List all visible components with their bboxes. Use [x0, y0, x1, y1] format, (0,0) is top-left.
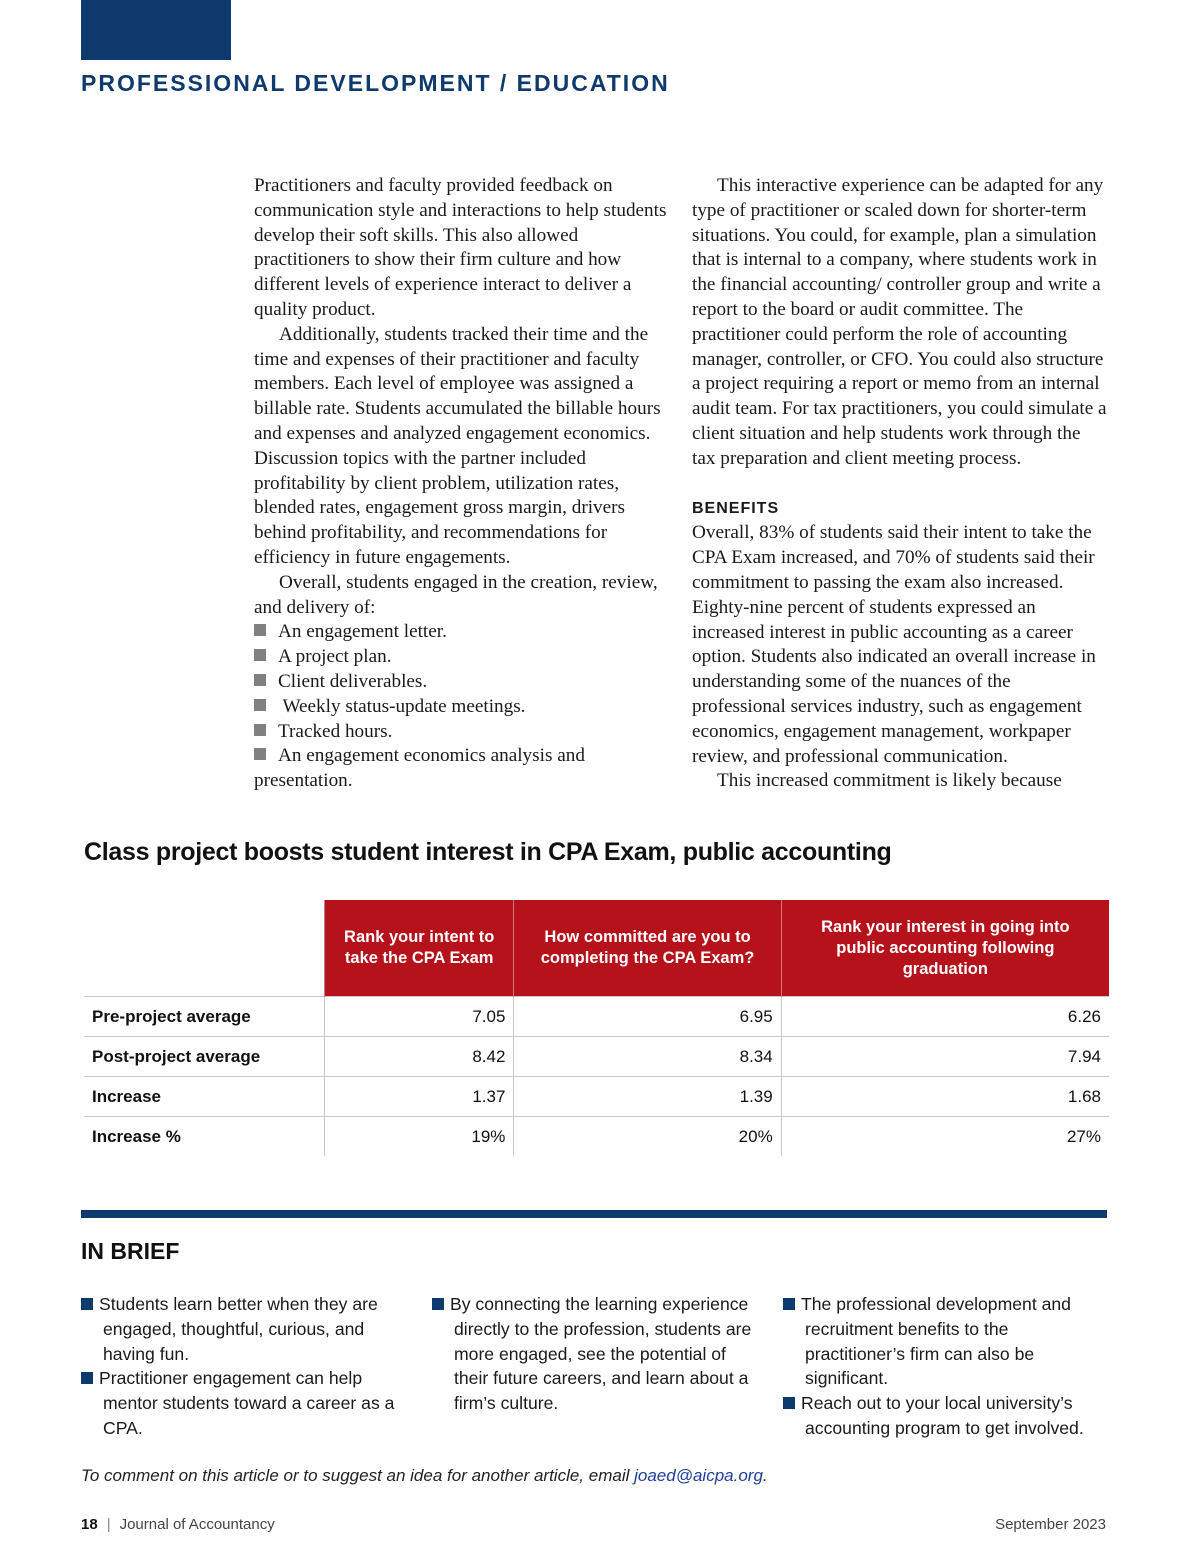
- bullet-square-icon: [81, 1372, 93, 1384]
- in-brief-title: IN BRIEF: [81, 1238, 180, 1264]
- table-cell: 6.95: [514, 997, 781, 1037]
- list-item: Client deliverables.: [254, 670, 670, 695]
- table-cell: 7.94: [781, 1037, 1109, 1077]
- footer-separator: |: [106, 1516, 111, 1533]
- table-corner-cell: [84, 900, 325, 997]
- paragraph: This increased commitment is likely because: [717, 770, 1062, 792]
- deliverables-list: [254, 620, 670, 794]
- bullet-square-icon: [254, 674, 266, 686]
- footer-left: [81, 1516, 275, 1533]
- in-brief-item: Practitioner engagement can help mentor students toward a career as a CPA.: [81, 1366, 411, 1440]
- table-cell: 6.26: [781, 997, 1109, 1037]
- row-label: Increase %: [92, 1126, 181, 1146]
- table-cell: 20%: [514, 1117, 781, 1157]
- paragraph: Additionally, students tracked their time and the time and expenses of their practitioner and faculty members. Each level of employee was assigned a billable rate. Students accumulated the billable hours and expenses and analyzed engagement economics. Discussion topics with the partner included profitability by client problem, utilization rates, blended rates, engagement gross margin, drivers behind profitability, and recommendations for efficiency in future engagements.: [254, 323, 661, 568]
- header-color-bar: [81, 0, 231, 60]
- in-brief-item: Students learn better when they are engaged, thoughtful, curious, and having fun.: [81, 1292, 411, 1366]
- table-cell: 27%: [781, 1117, 1109, 1157]
- row-label: Pre-project average: [84, 997, 325, 1037]
- table-cell: 1.68: [781, 1077, 1109, 1117]
- list-item: An engagement letter.: [254, 620, 670, 645]
- section-label: PROFESSIONAL DEVELOPMENT / EDUCATION: [81, 70, 670, 96]
- in-brief-column-3: [783, 1292, 1113, 1441]
- in-brief-item: By connecting the learning experience directly to the profession, students are more engaged, see the potential of their future careers, and learn about a firm’s culture.: [432, 1292, 762, 1416]
- table-cell: 7.05: [325, 997, 514, 1037]
- table-row: [84, 1077, 1109, 1117]
- table-cell: 1.39: [514, 1077, 781, 1117]
- table-row: [84, 1117, 1109, 1157]
- paragraph: Overall, 83% of students said their intent to take the CPA Exam increased, and 70% of students said their commitment to passing the exam also increased. Eighty-nine percent of students expressed an increased interest in public accounting as a career option. Students also indicated an overall increase in understanding some of the nuances of the professional services industry, such as engagement economics, engagement management, workpaper review, and professional communication.: [692, 522, 1096, 767]
- bullet-square-icon: [254, 699, 266, 711]
- in-brief-item: The professional development and recruitment benefits to the practitioner’s firm can also be significant.: [783, 1292, 1113, 1391]
- column-header-commitment: How committed are you to completing the CPA Exam?: [514, 900, 781, 997]
- bullet-square-icon: [783, 1298, 795, 1310]
- bullet-square-icon: [254, 748, 266, 760]
- list-item: Tracked hours.: [254, 720, 670, 745]
- bullet-square-icon: [81, 1298, 93, 1310]
- paragraph: Practitioners and faculty provided feedback on communication style and interactions to help students develop their soft skills. This also allowed practitioners to show their firm culture and how different levels of experience interact to deliver a quality product.: [254, 175, 667, 320]
- table-row: [84, 1037, 1109, 1077]
- row-label: Post-project average: [84, 1037, 325, 1077]
- bullet-square-icon: [432, 1298, 444, 1310]
- article-column-right: [692, 174, 1108, 794]
- table-header-row: [84, 900, 1109, 997]
- paragraph: Overall, students engaged in the creation, review, and delivery of:: [254, 571, 658, 618]
- list-item: An engagement economics analysis and presentation.: [254, 745, 585, 792]
- comment-note: To comment on this article or to suggest an idea for another article, email joaed@aicpa.org.: [81, 1466, 768, 1485]
- table-row: [84, 997, 1109, 1037]
- table-title: Class project boosts student interest in CPA Exam, public accounting: [84, 838, 892, 866]
- list-item: A project plan.: [254, 645, 670, 670]
- email-link[interactable]: joaed@aicpa.org: [634, 1466, 763, 1485]
- in-brief-item: Reach out to your local university’s accounting program to get involved.: [783, 1391, 1113, 1441]
- issue-date: September 2023: [995, 1516, 1106, 1533]
- benefits-heading: BENEFITS: [692, 499, 780, 517]
- in-brief-divider: [81, 1210, 1107, 1218]
- survey-results-table: [84, 900, 1109, 1156]
- table-cell: 1.37: [325, 1077, 514, 1117]
- bullet-square-icon: [254, 624, 266, 636]
- bullet-square-icon: [254, 724, 266, 736]
- bullet-square-icon: [254, 649, 266, 661]
- table-cell: 8.34: [514, 1037, 781, 1077]
- page-number: 18: [81, 1516, 98, 1533]
- column-header-intent: Rank your intent to take the CPA Exam: [325, 900, 514, 997]
- bullet-square-icon: [783, 1397, 795, 1409]
- table-cell: 19%: [325, 1117, 514, 1157]
- journal-name: Journal of Accountancy: [119, 1516, 275, 1533]
- column-header-interest: Rank your interest in going into public accounting following graduation: [781, 900, 1109, 997]
- list-item: Weekly status-update meetings.: [254, 695, 670, 720]
- article-column-left: [254, 174, 670, 794]
- in-brief-column-2: [432, 1292, 762, 1416]
- in-brief-column-1: [81, 1292, 411, 1441]
- row-label: Increase: [84, 1077, 325, 1117]
- paragraph: This interactive experience can be adapted for any type of practitioner or scaled down for shorter-term situations. You could, for example, plan a simulation that is internal to a company, where students work in the financial accounting/ controller group and write a report to the board or audit committee. The practitioner could perform the role of accounting manager, controller, or CFO. You could also structure a project requiring a report or memo from an internal audit team. For tax practitioners, you could simulate a client situation and help students work through the tax preparation and client meeting process.: [692, 175, 1107, 469]
- table-cell: 8.42: [325, 1037, 514, 1077]
